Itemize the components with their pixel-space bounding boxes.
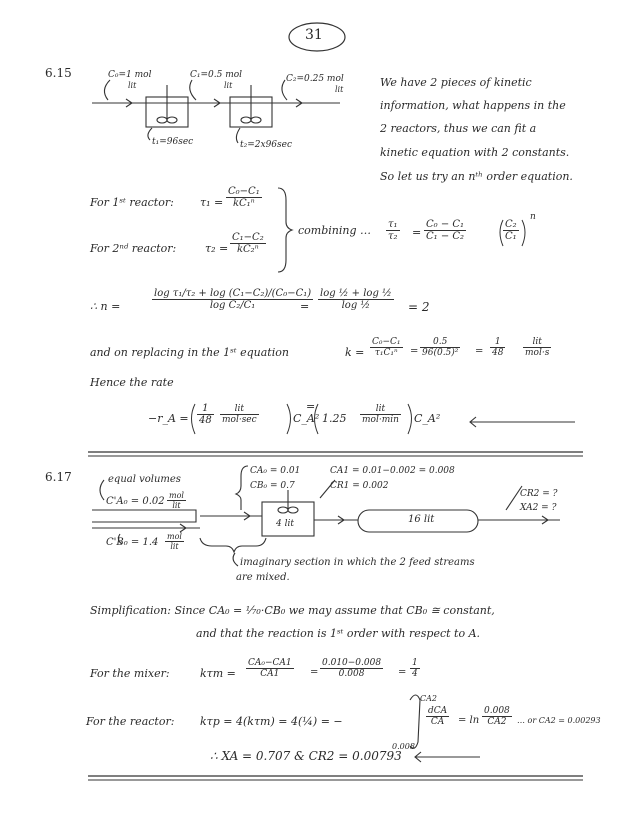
- xa2-value: XA2 = ?: [520, 503, 557, 513]
- integrand-fraction: dCA CA: [428, 706, 448, 727]
- n-prefix: ∴ n =: [90, 300, 121, 313]
- simplification-line-1: Simplification: Since CA₀ = ¹⁄₇₀·CB₀ we may assume that CB₀ ≅ constant,: [90, 604, 495, 617]
- k-fraction-2: $\frac{0.5}{\text{96(0.5)²}}$: [422, 337, 459, 358]
- first-reactor-lhs: τ₁ =: [200, 196, 224, 209]
- c1-unit: lit: [224, 81, 233, 90]
- combining-tau-fraction: $\frac{\text{τ₁}}{\text{τ₂}}$: [388, 219, 398, 242]
- combining-paren-fraction: $\frac{\text{C₂}}{\text{C₁}}$: [505, 219, 517, 242]
- page-number: 31: [305, 27, 323, 43]
- c2-unit: lit: [335, 85, 344, 94]
- cb0-value: CB₀ = 0.7: [250, 481, 295, 491]
- first-reactor-label: For 1ˢᵗ reactor:: [90, 196, 174, 209]
- ca1-value: CA1 = 0.01−0.002 = 0.008: [330, 466, 455, 476]
- k-equals-2: =: [475, 346, 484, 357]
- k-unit-fraction: lit mol·s: [525, 337, 550, 358]
- mixer-fraction-3: $\frac{1}{4}$: [412, 658, 418, 679]
- ca0-value: CA₀ = 0.01: [250, 466, 301, 476]
- cr2-value: CR2 = ?: [520, 489, 558, 499]
- imaginary-line-2: are mixed.: [236, 572, 290, 583]
- reactor-volume: 16 lit: [408, 514, 435, 525]
- reactor-label: For the reactor:: [86, 715, 175, 728]
- ln-fraction: $\frac{0.008}{CA2}$: [484, 706, 510, 727]
- mixer-lhs: kτm =: [200, 667, 236, 680]
- first-reactor-fraction: $\frac{\text{C₀−C₁}}{\text{kC₁ⁿ}}$: [228, 186, 260, 209]
- rate-coef-fraction-1: $\frac{1}{48}$: [199, 403, 212, 426]
- combining-label: combining …: [298, 224, 371, 237]
- rate-ca-1: C_A²: [293, 412, 320, 425]
- note-line-1: We have 2 pieces of kinetic: [380, 76, 532, 89]
- n-result: = 2: [408, 300, 430, 314]
- k-equals-1: =: [410, 346, 419, 357]
- ln-text: = ln: [458, 715, 480, 726]
- combining-conc-fraction: $\frac{\text{C₀ − C₁}}{\text{C₁ − C₂}}$: [426, 219, 465, 242]
- problem-number-617: 6.17: [45, 470, 72, 484]
- ca0-prime: C'A₀ = 0.02: [106, 496, 165, 507]
- mixer-fraction-2: $\frac{0.010-0.008}{0.008}$: [322, 658, 382, 679]
- cb0-prime: C'B₀ = 1.4: [106, 537, 159, 548]
- reactor-equation: kτp = 4(kτm) = 4(¼) = −: [200, 715, 343, 728]
- mixer-equals-1: =: [310, 667, 319, 678]
- ca0-prime-unit: mol lit: [169, 491, 184, 510]
- replace-text: and on replacing in the 1ˢᵗ equation: [90, 346, 289, 359]
- combining-exponent: n: [530, 212, 536, 222]
- n-fraction-a: $\frac{\text{log τ₁/τ₂ + log (C₁−C₂)/(C₀−C₁)}}{\text{log C₂/C₁}}$: [154, 288, 312, 311]
- rate-lhs: −r_A =: [148, 412, 189, 425]
- simplification-line-2: and that the reaction is 1ˢᵗ order with respect to A.: [196, 627, 481, 640]
- note-line-2: information, what happens in the: [380, 99, 566, 112]
- k-fraction-3: $\frac{1}{48}$: [492, 337, 504, 358]
- second-reactor-lhs: τ₂ =: [205, 242, 229, 255]
- rate-equals: =: [306, 400, 316, 413]
- integral-upper-limit: CA2: [420, 694, 437, 703]
- equal-volumes-label: equal volumes: [108, 474, 181, 485]
- conclusion: ∴ XA = 0.707 & CR2 = 0.00793: [210, 749, 402, 763]
- mixer-volume: 4 lit: [276, 519, 294, 529]
- problem-number-615: 6.15: [45, 66, 72, 80]
- rate-unit-fraction-1: lit mol·sec: [222, 404, 257, 425]
- n-fraction-b: $\frac{\text{log ½ + log ½}}{\text{log ½}}$: [320, 288, 392, 311]
- k-fraction-1: $\frac{\text{C₀−C₁}}{\text{τ₁C₁ⁿ}}$: [372, 337, 401, 358]
- cb0-prime-unit: mol lit: [167, 532, 182, 551]
- cr1-value: CR1 = 0.002: [330, 481, 389, 491]
- combining-equals: =: [412, 226, 422, 239]
- n-mid-equals: =: [300, 300, 310, 313]
- rate-ca-2: C_A²: [414, 412, 441, 425]
- integral-sign: [410, 695, 420, 748]
- integral-lower-limit: 0.008: [392, 742, 415, 751]
- k-lhs: k =: [345, 346, 365, 359]
- c2-label: C₂=0.25 mol: [286, 74, 344, 84]
- mixer-label: For the mixer:: [90, 667, 170, 680]
- mixer-equals-2: =: [398, 667, 407, 678]
- second-reactor-label: For 2ⁿᵈ reactor:: [90, 242, 177, 255]
- t2-label: t₂=2x96sec: [240, 140, 293, 150]
- mixer-fraction-1: $\frac{\text{CA₀−CA1}}{CA1}$: [248, 658, 292, 679]
- rate-coef-2: 1.25: [322, 412, 347, 425]
- combining-brace: [278, 188, 292, 272]
- note-line-5: So let us try an nᵗʰ order equation.: [380, 170, 573, 183]
- t1-label: t₁=96sec: [152, 137, 194, 147]
- or-result: … or CA2 = 0.00293: [517, 716, 601, 725]
- c1-label: C₁=0.5 mol: [190, 70, 243, 80]
- second-reactor-fraction: $\frac{\text{C₁−C₂}}{\text{kC₂ⁿ}}$: [232, 232, 264, 255]
- note-line-3: 2 reactors, thus we can fit a: [380, 122, 537, 135]
- rate-unit-fraction-2: lit mol·min: [362, 404, 399, 425]
- c0-unit: lit: [128, 81, 137, 90]
- hence-text: Hence the rate: [90, 376, 174, 389]
- note-line-4: kinetic equation with 2 constants.: [380, 146, 570, 159]
- c0-label: C₀=1 mol: [108, 70, 152, 80]
- imaginary-line-1: imaginary section in which the 2 feed streams: [240, 557, 475, 568]
